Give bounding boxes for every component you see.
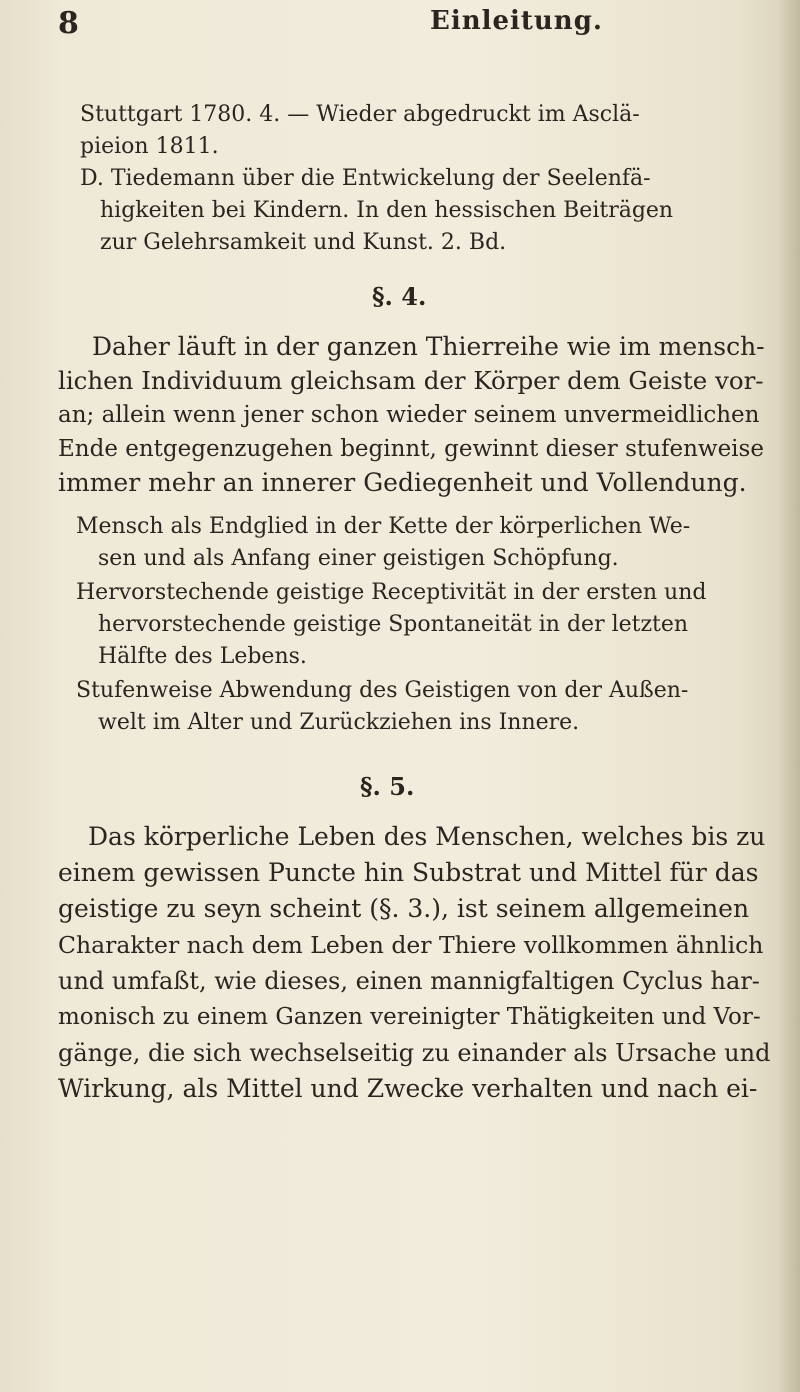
summary-line: hervorstechende geistige Spontaneität in der letzten (98, 612, 689, 637)
paragraph-line: Charakter nach dem Leben der Thiere vollkommen ähnlich (58, 931, 764, 959)
paragraph-line: und umfaßt, wie dieses, einen mannigfaltigen Cyclus har- (58, 967, 760, 995)
paragraph-line: Das körperliche Leben des Menschen, welches bis zu (88, 822, 766, 851)
paragraph-line: einem gewissen Puncte hin Substrat und Mittel für das (58, 858, 759, 887)
page-number: 8 (58, 6, 79, 41)
paragraph-line: monisch zu einem Ganzen vereinigter Thätigkeiten und Vor- (58, 1004, 761, 1030)
reference-line: zur Gelehrsamkeit und Kunst. 2. Bd. (100, 230, 507, 255)
page-edge-shadow (778, 0, 800, 1392)
page-header (58, 6, 758, 46)
section-heading: §. 5. (360, 772, 415, 801)
reference-line: higkeiten bei Kindern. In den hessischen Beiträgen (100, 198, 674, 223)
summary-line: Hervorstechende geistige Receptivität in der ersten und (76, 580, 707, 605)
paragraph-line: gänge, die sich wechselseitig zu einander als Ursache und (58, 1039, 771, 1067)
summary-line: Mensch als Endglied in der Kette der körperlichen We- (76, 514, 691, 539)
running-head: Einleitung. (430, 6, 603, 36)
paragraph-line: geistige zu seyn scheint (§. 3.), ist seinem allgemeinen (58, 894, 750, 923)
summary-line: welt im Alter und Zurückziehen ins Innere. (98, 710, 580, 735)
paragraph-line: an; allein wenn jener schon wieder seinem unvermeidlichen (58, 402, 760, 428)
paragraph-line: immer mehr an innerer Gediegenheit und Vollendung. (58, 468, 747, 497)
reference-line: pieion 1811. (80, 134, 219, 159)
paragraph-line: Ende entgegenzugehen beginnt, gewinnt dieser stufenweise (58, 436, 764, 462)
section-heading: §. 4. (372, 282, 427, 311)
paragraph-line: lichen Individuum gleichsam der Körper dem Geiste vor- (58, 366, 764, 395)
paragraph-line: Wirkung, als Mittel und Zwecke verhalten und nach ei- (58, 1074, 758, 1103)
reference-line: Stuttgart 1780. 4. — Wieder abgedruckt im Asclä- (80, 102, 640, 127)
summary-line: Hälfte des Lebens. (98, 644, 307, 669)
reference-line: D. Tiedemann über die Entwickelung der Seelenfä- (80, 166, 651, 191)
paragraph-line: Daher läuft in der ganzen Thierreihe wie im mensch- (92, 332, 765, 361)
summary-line: sen und als Anfang einer geistigen Schöpfung. (98, 546, 619, 571)
summary-line: Stufenweise Abwendung des Geistigen von der Außen- (76, 678, 689, 703)
